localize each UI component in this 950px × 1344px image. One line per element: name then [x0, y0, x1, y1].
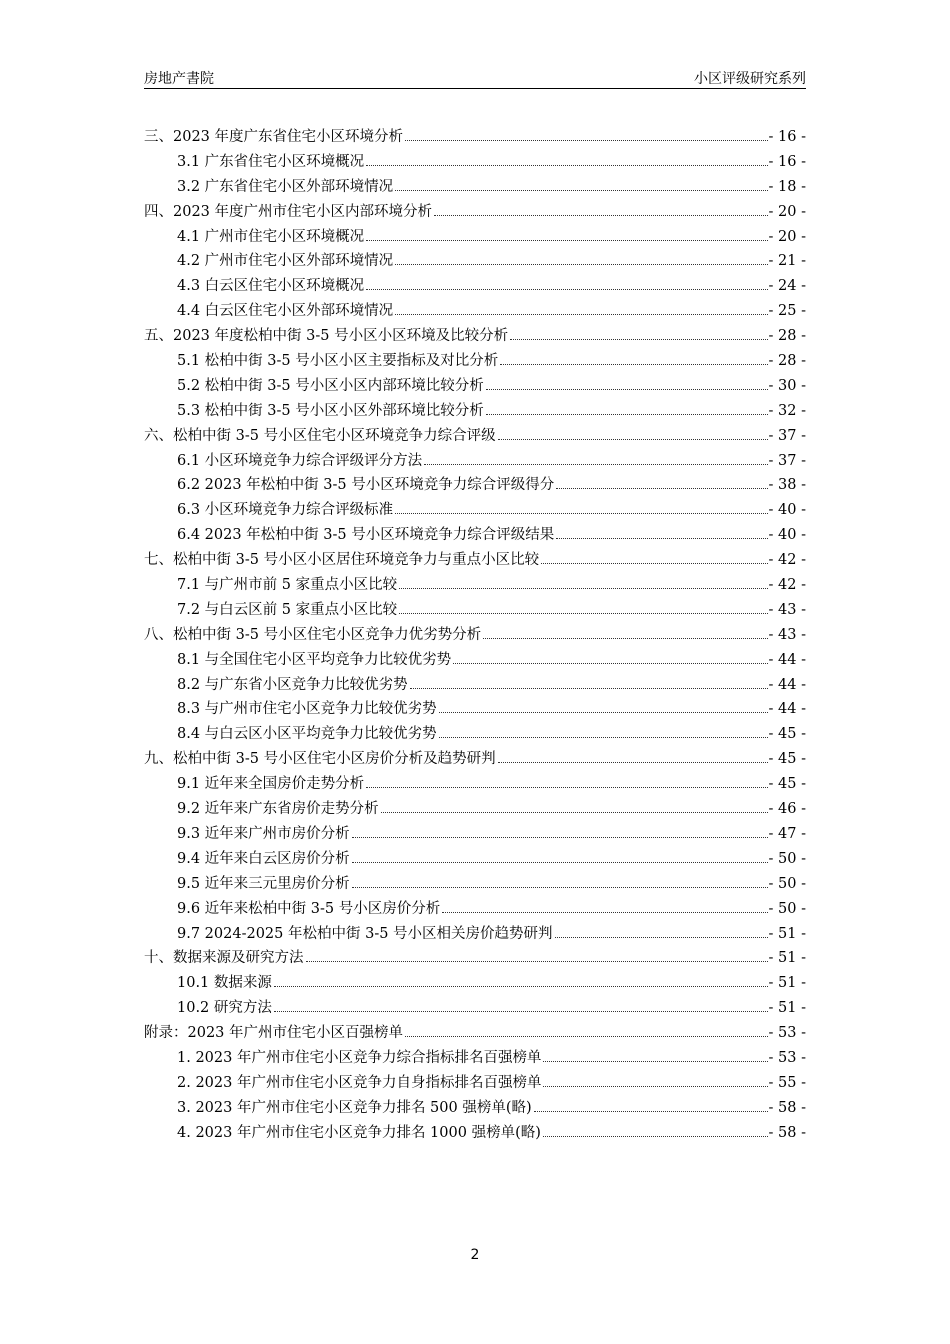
- toc-entry-page: - 32 -: [768, 402, 806, 419]
- page-number: 2: [470, 1247, 480, 1263]
- toc-section-entry[interactable]: [144, 150, 806, 175]
- toc-dot-leader: [556, 487, 767, 489]
- toc-dot-leader: [543, 1135, 768, 1137]
- toc-entry-page: - 50 -: [768, 875, 806, 892]
- toc-dot-leader: [410, 687, 768, 689]
- toc-entry-page: - 42 -: [768, 552, 806, 569]
- toc-entry-title: 8.1 与全国住宅小区平均竞争力比较优劣势: [177, 651, 452, 668]
- toc-entry-title: 9.5 近年来三元里房价分析: [177, 875, 350, 892]
- toc-entry-page: - 40 -: [768, 527, 806, 544]
- toc-entry-page: - 25 -: [768, 303, 806, 320]
- toc-entry-page: - 38 -: [768, 477, 806, 494]
- table-of-contents: [144, 125, 806, 1146]
- toc-entry-title: 4. 2023 年广州市住宅小区竞争力排名 1000 强榜单(略): [177, 1124, 541, 1141]
- toc-section-entry[interactable]: [144, 872, 806, 897]
- toc-entry-title: 3.1 广东省住宅小区环境概况: [177, 153, 365, 170]
- toc-section-entry[interactable]: [144, 598, 806, 623]
- toc-entry-page: - 20 -: [768, 228, 806, 245]
- toc-entry-page: - 50 -: [768, 900, 806, 917]
- toc-dot-leader: [434, 214, 768, 216]
- toc-entry-title: 9.6 近年来松柏中街 3-5 号小区房价分析: [177, 900, 441, 917]
- toc-entry-page: - 51 -: [768, 1000, 806, 1017]
- toc-section-entry[interactable]: [144, 797, 806, 822]
- toc-entry-title: 6.2 2023 年松柏中街 3-5 号小区环境竞争力综合评级得分: [177, 477, 555, 494]
- toc-entry-title: 附录：2023 年广州市住宅小区百强榜单: [144, 1025, 404, 1042]
- toc-chapter-entry[interactable]: [144, 623, 806, 648]
- toc-entry-title: 4.4 白云区住宅小区外部环境情况: [177, 303, 394, 320]
- toc-dot-leader: [439, 736, 768, 738]
- toc-chapter-entry[interactable]: [144, 200, 806, 225]
- toc-entry-page: - 16 -: [768, 153, 806, 170]
- toc-entry-title: 五、2023 年度松柏中街 3-5 号小区小区环境及比较分析: [144, 328, 509, 345]
- toc-dot-leader: [381, 811, 768, 813]
- toc-entry-page: - 37 -: [768, 452, 806, 469]
- toc-section-entry[interactable]: [144, 772, 806, 797]
- toc-section-entry[interactable]: [144, 822, 806, 847]
- toc-entry-title: 3. 2023 年广州市住宅小区竞争力排名 500 强榜单(略): [177, 1099, 532, 1116]
- toc-dot-leader: [399, 612, 767, 614]
- toc-section-entry[interactable]: [144, 225, 806, 250]
- toc-entry-page: - 30 -: [768, 377, 806, 394]
- toc-entry-title: 2. 2023 年广州市住宅小区竞争力自身指标排名百强榜单: [177, 1074, 542, 1091]
- toc-entry-title: 8.4 与白云区小区平均竞争力比较优劣势: [177, 726, 437, 743]
- toc-entry-page: - 55 -: [768, 1074, 806, 1091]
- toc-entry-page: - 43 -: [768, 626, 806, 643]
- toc-entry-title: 4.1 广州市住宅小区环境概况: [177, 228, 365, 245]
- toc-section-entry[interactable]: [144, 996, 806, 1021]
- toc-dot-leader: [439, 711, 768, 713]
- toc-entry-title: 6.3 小区环境竞争力综合评级标准: [177, 502, 394, 519]
- toc-section-entry[interactable]: [144, 847, 806, 872]
- toc-entry-title: 四、2023 年度广州市住宅小区内部环境分析: [144, 203, 433, 220]
- toc-dot-leader: [510, 338, 767, 340]
- toc-entry-title: 9.1 近年来全国房价走势分析: [177, 776, 365, 793]
- toc-entry-page: - 28 -: [768, 328, 806, 345]
- toc-dot-leader: [541, 562, 767, 564]
- toc-entry-page: - 42 -: [768, 577, 806, 594]
- toc-section-entry[interactable]: [144, 473, 806, 498]
- toc-dot-leader: [395, 263, 767, 265]
- toc-entry-title: 七、松柏中街 3-5 号小区小区居住环境竞争力与重点小区比较: [144, 552, 540, 569]
- toc-entry-page: - 45 -: [768, 776, 806, 793]
- toc-entry-page: - 40 -: [768, 502, 806, 519]
- toc-entry-title: 5.2 松柏中街 3-5 号小区小区内部环境比较分析: [177, 377, 484, 394]
- page-header: [144, 66, 806, 89]
- toc-dot-leader: [405, 1035, 768, 1037]
- toc-section-entry[interactable]: [144, 249, 806, 274]
- toc-chapter-entry[interactable]: [144, 324, 806, 349]
- toc-chapter-entry[interactable]: [144, 424, 806, 449]
- toc-entry-title: 7.1 与广州市前 5 家重点小区比较: [177, 577, 398, 594]
- toc-entry-title: 7.2 与白云区前 5 家重点小区比较: [177, 601, 398, 618]
- toc-section-entry[interactable]: [144, 922, 806, 947]
- toc-entry-title: 10.2 研究方法: [177, 1000, 272, 1017]
- toc-dot-leader: [274, 985, 768, 987]
- toc-entry-page: - 53 -: [768, 1049, 806, 1066]
- toc-entry-page: - 20 -: [768, 203, 806, 220]
- toc-entry-title: 10.1 数据来源: [177, 975, 272, 992]
- toc-entry-title: 5.3 松柏中街 3-5 号小区小区外部环境比较分析: [177, 402, 484, 419]
- toc-entry-page: - 16 -: [768, 129, 806, 145]
- toc-entry-title: 5.1 松柏中街 3-5 号小区小区主要指标及对比分析: [177, 353, 499, 370]
- toc-section-entry[interactable]: [144, 374, 806, 399]
- toc-dot-leader: [543, 1085, 767, 1087]
- toc-section-entry[interactable]: [144, 1121, 806, 1146]
- toc-dot-leader: [543, 1060, 767, 1062]
- toc-section-entry[interactable]: [144, 449, 806, 474]
- toc-entry-title: 三、2023 年度广东省住宅小区环境分析: [144, 129, 404, 145]
- toc-section-entry[interactable]: [144, 399, 806, 424]
- toc-section-entry[interactable]: [144, 274, 806, 299]
- toc-dot-leader: [498, 761, 768, 763]
- toc-entry-title: 9.4 近年来白云区房价分析: [177, 850, 350, 867]
- toc-dot-leader: [442, 911, 767, 913]
- toc-entry-title: 9.3 近年来广州市房价分析: [177, 825, 350, 842]
- toc-entry-page: - 43 -: [768, 601, 806, 618]
- toc-dot-leader: [306, 960, 768, 962]
- toc-section-entry[interactable]: [144, 349, 806, 374]
- toc-section-entry[interactable]: [144, 897, 806, 922]
- toc-chapter-entry[interactable]: [144, 747, 806, 772]
- toc-section-entry[interactable]: [144, 1096, 806, 1121]
- toc-section-entry[interactable]: [144, 573, 806, 598]
- toc-dot-leader: [366, 786, 767, 788]
- toc-entry-page: - 47 -: [768, 825, 806, 842]
- toc-entry-title: 八、松柏中街 3-5 号小区住宅小区竞争力优劣势分析: [144, 626, 482, 643]
- toc-dot-leader: [483, 637, 767, 639]
- toc-dot-leader: [555, 936, 768, 938]
- toc-section-entry[interactable]: [144, 1071, 806, 1096]
- toc-entry-page: - 51 -: [768, 975, 806, 992]
- toc-dot-leader: [366, 164, 767, 166]
- toc-entry-page: - 58 -: [768, 1124, 806, 1141]
- header-publisher: 房地产書院: [144, 71, 214, 87]
- toc-dot-leader: [366, 239, 767, 241]
- toc-entry-page: - 51 -: [768, 925, 806, 942]
- toc-dot-leader: [486, 413, 768, 415]
- toc-entry-page: - 45 -: [768, 751, 806, 768]
- toc-entry-title: 十、数据来源及研究方法: [144, 950, 304, 967]
- toc-entry-page: - 46 -: [768, 801, 806, 818]
- toc-entry-page: - 37 -: [768, 427, 806, 444]
- toc-entry-title: 9.7 2024-2025 年松柏中街 3-5 号小区相关房价趋势研判: [177, 925, 553, 942]
- toc-entry-title: 6.4 2023 年松柏中街 3-5 号小区环境竞争力综合评级结果: [177, 527, 555, 544]
- toc-dot-leader: [500, 363, 767, 365]
- toc-dot-leader: [534, 1110, 768, 1112]
- toc-dot-leader: [366, 288, 767, 290]
- toc-entry-title: 六、松柏中街 3-5 号小区住宅小区环境竞争力综合评级: [144, 427, 496, 444]
- toc-dot-leader: [395, 512, 767, 514]
- toc-section-entry[interactable]: [144, 673, 806, 698]
- toc-section-entry[interactable]: [144, 498, 806, 523]
- toc-entry-title: 1. 2023 年广州市住宅小区竞争力综合指标排名百强榜单: [177, 1049, 542, 1066]
- toc-entry-page: - 24 -: [768, 278, 806, 295]
- toc-entry-title: 9.2 近年来广东省房价走势分析: [177, 801, 379, 818]
- toc-section-entry[interactable]: [144, 1046, 806, 1071]
- toc-section-entry[interactable]: [144, 648, 806, 673]
- toc-entry-page: - 21 -: [768, 253, 806, 270]
- toc-entry-title: 九、松柏中街 3-5 号小区住宅小区房价分析及趋势研判: [144, 751, 496, 768]
- toc-dot-leader: [274, 1010, 768, 1012]
- toc-chapter-entry[interactable]: [144, 946, 806, 971]
- toc-entry-page: - 18 -: [768, 178, 806, 195]
- toc-chapter-entry[interactable]: [144, 1021, 806, 1046]
- toc-section-entry[interactable]: [144, 971, 806, 996]
- toc-dot-leader: [405, 139, 768, 141]
- toc-entry-page: - 45 -: [768, 726, 806, 743]
- toc-section-entry[interactable]: [144, 722, 806, 747]
- toc-entry-page: - 44 -: [768, 676, 806, 693]
- toc-dot-leader: [399, 587, 767, 589]
- toc-dot-leader: [395, 189, 767, 191]
- toc-entry-page: - 53 -: [768, 1025, 806, 1042]
- toc-dot-leader: [352, 836, 768, 838]
- toc-dot-leader: [395, 313, 767, 315]
- toc-dot-leader: [556, 537, 767, 539]
- toc-entry-title: 3.2 广东省住宅小区外部环境情况: [177, 178, 394, 195]
- toc-section-entry[interactable]: [144, 175, 806, 200]
- toc-section-entry[interactable]: [144, 697, 806, 722]
- toc-entry-title: 4.2 广州市住宅小区外部环境情况: [177, 253, 394, 270]
- toc-dot-leader: [424, 463, 767, 465]
- toc-dot-leader: [486, 388, 768, 390]
- toc-dot-leader: [352, 886, 768, 888]
- header-series: 小区评级研究系列: [694, 71, 806, 87]
- toc-dot-leader: [453, 662, 767, 664]
- toc-entry-page: - 58 -: [768, 1099, 806, 1116]
- toc-section-entry[interactable]: [144, 299, 806, 324]
- toc-dot-leader: [498, 438, 768, 440]
- toc-dot-leader: [352, 861, 768, 863]
- toc-entry-page: - 28 -: [768, 353, 806, 370]
- toc-chapter-entry[interactable]: [144, 125, 806, 150]
- toc-entry-page: - 44 -: [768, 651, 806, 668]
- toc-section-entry[interactable]: [144, 523, 806, 548]
- toc-entry-title: 4.3 白云区住宅小区环境概况: [177, 278, 365, 295]
- toc-entry-page: - 44 -: [768, 701, 806, 718]
- toc-entry-title: 6.1 小区环境竞争力综合评级评分方法: [177, 452, 423, 469]
- toc-entry-title: 8.2 与广东省小区竞争力比较优劣势: [177, 676, 408, 693]
- toc-entry-page: - 50 -: [768, 850, 806, 867]
- toc-entry-title: 8.3 与广州市住宅小区竞争力比较优劣势: [177, 701, 437, 718]
- toc-chapter-entry[interactable]: [144, 548, 806, 573]
- toc-entry-page: - 51 -: [768, 950, 806, 967]
